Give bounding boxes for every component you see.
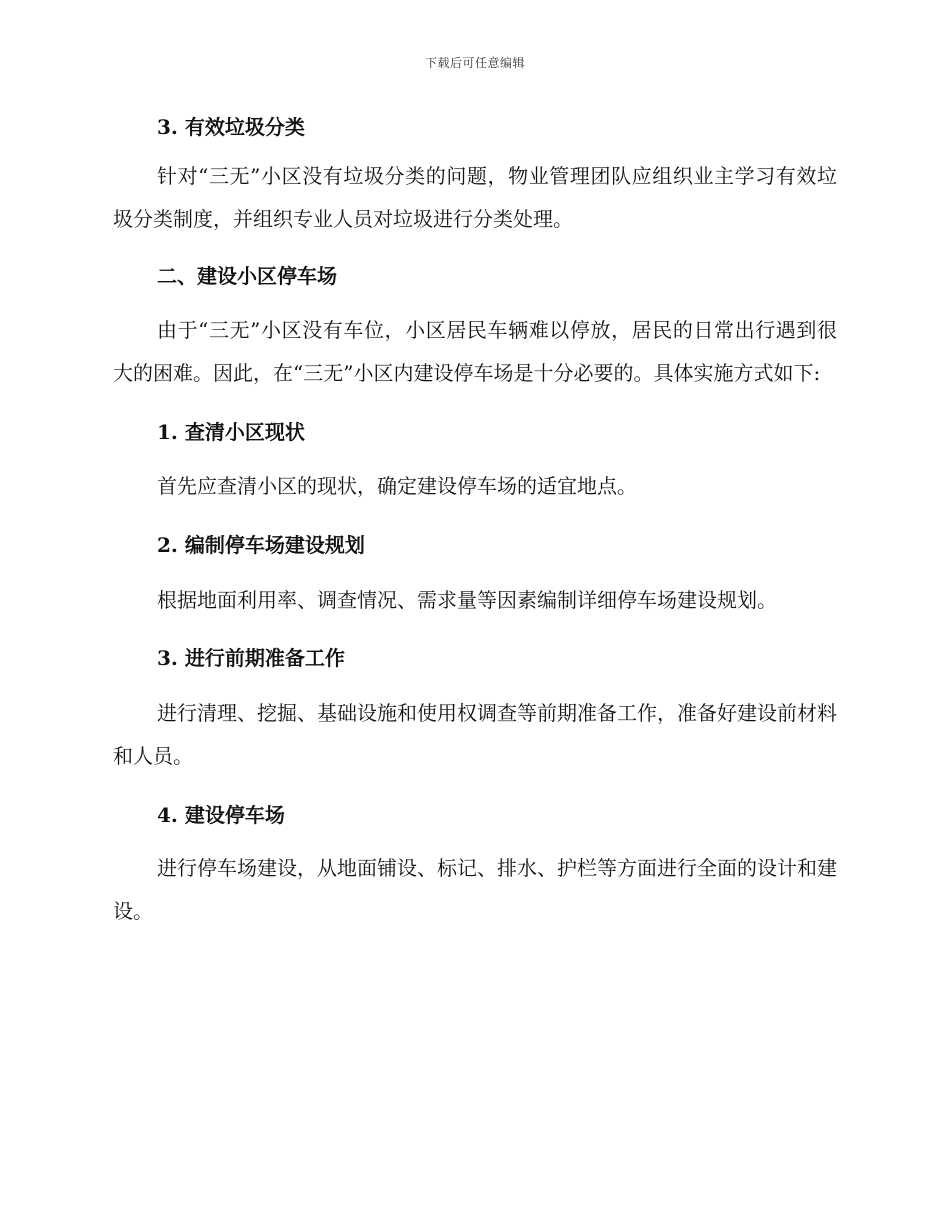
section-heading-waste-sorting: 3. 有效垃圾分类 (157, 115, 305, 139)
paragraph-waste-sorting: 针对“三无”小区没有垃圾分类的问题，物业管理团队应组织业主学习有效垃圾分类制度，并组织专业人员对垃圾进行分类处理。 (113, 164, 837, 231)
chapter-heading-parking: 二、建设小区停车场 (157, 264, 337, 288)
paragraph-parking-intro: 由于“三无”小区没有车位，小区居民车辆难以停放，居民的日常出行遇到很大的困难。因此，在“三无”小区内建设停车场是十分必要的。具体实施方式如下: (113, 318, 837, 385)
section-heading-construction: 4. 建设停车场 (157, 803, 285, 827)
section-heading-planning: 2. 编制停车场建设规划 (157, 533, 365, 557)
paragraph-survey: 首先应查清小区的现状，确定建设停车场的适宜地点。 (157, 474, 637, 498)
paragraph-construction: 进行停车场建设，从地面铺设、标记、排水、护栏等方面进行全面的设计和建设。 (113, 856, 837, 923)
document-body (113, 112, 837, 933)
page-header: 下载后可任意编辑 (424, 56, 525, 70)
paragraph-preparation: 进行清理、挖掘、基础设施和使用权调查等前期准备工作，准备好建设前材料和人员。 (113, 701, 837, 768)
section-heading-survey: 1. 查清小区现状 (157, 420, 305, 444)
section-heading-preparation: 3. 进行前期准备工作 (157, 646, 345, 670)
paragraph-planning: 根据地面利用率、调查情况、需求量等因素编制详细停车场建设规划。 (157, 588, 777, 612)
